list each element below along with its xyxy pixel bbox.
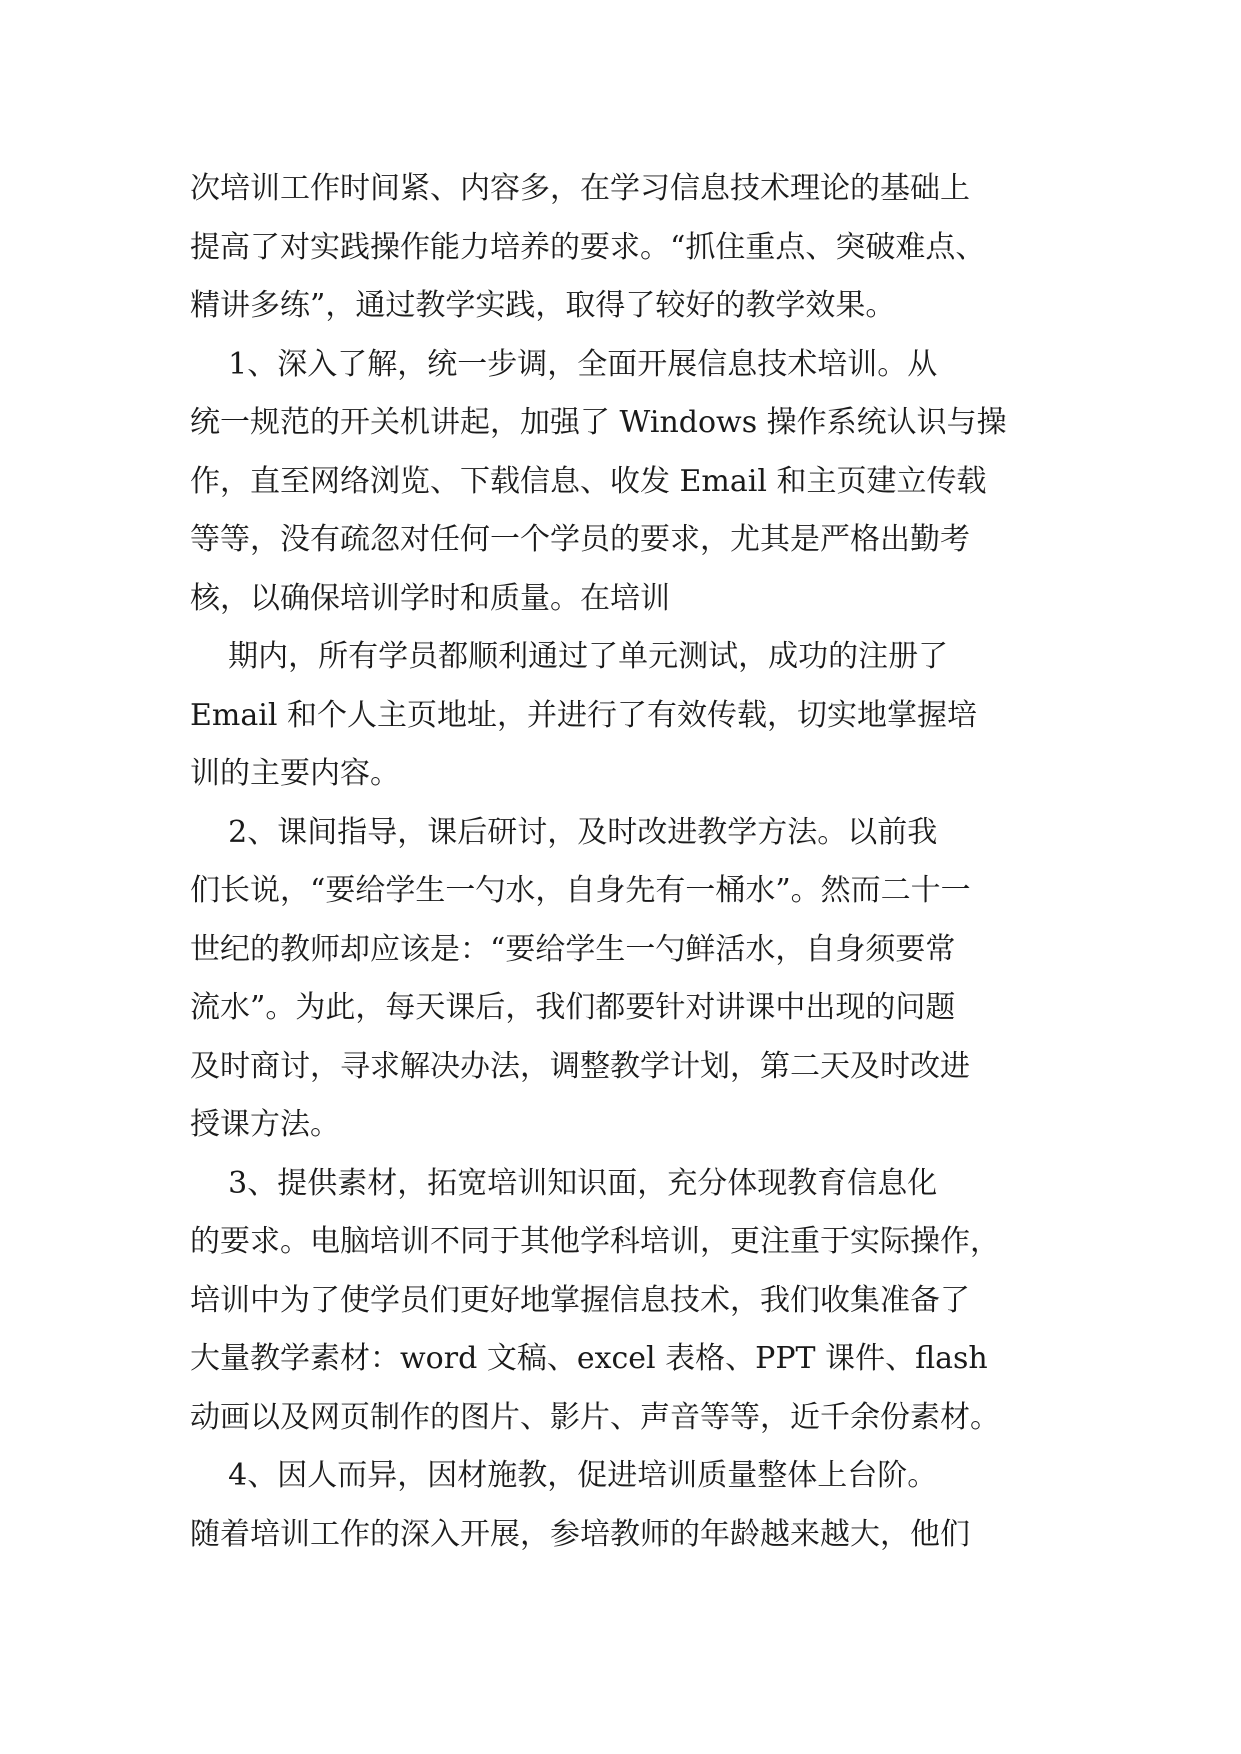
text-line: 核，以确保培训学时和质量。在培训 [190,580,670,616]
text-line: 统一规范的开关机讲起，加强了 Windows 操作系统认识与操 [190,405,1007,440]
text-line: 动画以及网页制作的图片、影片、声音等等，近千余份素材。 [190,1399,1000,1435]
text-line: 1、深入了解，统一步调，全面开展信息技术培训。从 [190,346,938,382]
text-line: 提高了对实践操作能力培养的要求。“抓住重点、突破难点、 [190,229,986,265]
text-line: 的要求。电脑培训不同于其他学科培训，更注重于实际操作， [190,1224,1000,1259]
text-line: 期内，所有学员都顺利通过了单元测试，成功的注册了 [190,639,949,674]
text-line: 次培训工作时间紧、内容多，在学习信息技术理论的基础上 [190,171,970,206]
text-line: 随着培训工作的深入开展，参培教师的年龄越来越大，他们 [190,1516,970,1552]
text-line: 作，直至网络浏览、下载信息、收发 Email 和主页建立传载 [190,463,987,499]
text-line: 授课方法。 [190,1107,340,1142]
text-line: 流水”。为此，每天课后，我们都要针对讲课中出现的问题 [190,990,956,1025]
text-line: 4、因人而异，因材施教，促进培训质量整体上台阶。 [190,1458,938,1493]
text-line: 等等，没有疏忽对任何一个学员的要求，尤其是严格出勤考 [190,522,970,557]
body-text [190,160,1070,1564]
text-line: 训的主要内容。 [190,756,400,791]
text-line: 精讲多练”，通过教学实践，取得了较好的教学效果。 [190,288,896,323]
text-line: 大量教学素材：word 文稿、excel 表格、PPT 课件、flash [190,1341,988,1376]
text-line: 世纪的教师却应该是：“要给学生一勺鲜活水，自身须要常 [190,931,956,967]
text-line: 及时商讨，寻求解决办法，调整教学计划，第二天及时改进 [190,1048,970,1084]
text-line: 3、提供素材，拓宽培训知识面，充分体现教育信息化 [190,1165,938,1201]
text-line: Email 和个人主页地址，并进行了有效传载，切实地掌握培 [190,697,977,733]
text-line: 培训中为了使学员们更好地掌握信息技术，我们收集准备了 [190,1282,970,1318]
text-line: 们长说，“要给学生一勺水，自身先有一桶水”。然而二十一 [190,873,971,908]
text-line: 2、课间指导，课后研讨，及时改进教学方法。以前我 [190,814,938,850]
